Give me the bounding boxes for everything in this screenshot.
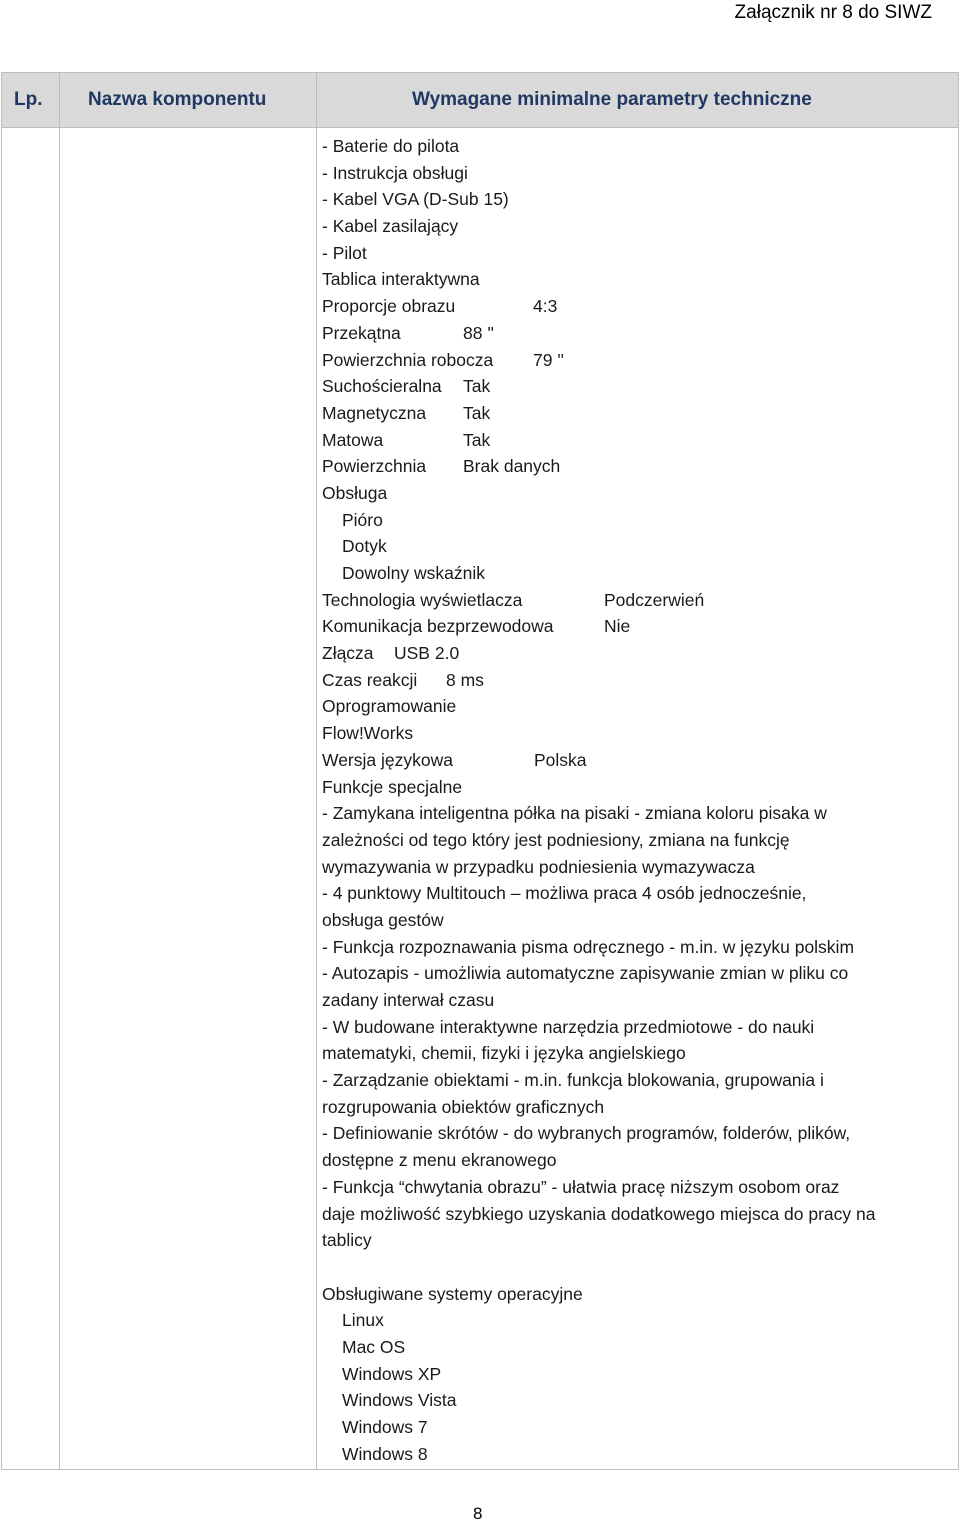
spec-line: tablicy xyxy=(322,1230,372,1251)
spec-line: Tablica interaktywna xyxy=(322,269,480,290)
spec-row xyxy=(322,400,942,427)
spec-value: Tak xyxy=(463,376,491,397)
spec-line: dostępne z menu ekranowego xyxy=(322,1150,557,1171)
os-item: Windows Vista xyxy=(342,1390,457,1411)
os-item: Windows 7 xyxy=(342,1417,428,1437)
table-header-row xyxy=(2,73,958,128)
spec-value: Polska xyxy=(534,749,587,770)
spec-label: Wersja językowa xyxy=(322,749,453,770)
spec-line: - Kabel zasilający xyxy=(322,216,459,237)
os-item: Windows 8 xyxy=(342,1443,428,1464)
spec-value: USB 2.0 xyxy=(394,643,460,664)
spec-row xyxy=(322,667,942,694)
spec-row xyxy=(322,320,942,347)
spec-row xyxy=(322,427,942,454)
spec-line: zależności od tego który jest podniesiony, zmiana na funkcję xyxy=(322,829,790,850)
spec-subitem: Pióro xyxy=(342,509,383,530)
spec-value: Tak xyxy=(463,429,491,450)
spec-line: - Pilot xyxy=(322,242,367,263)
spec-row xyxy=(322,640,942,667)
spec-value: Tak xyxy=(463,402,491,423)
spec-label: Magnetyczna xyxy=(322,402,427,423)
column-divider-lp xyxy=(59,73,60,1469)
spec-line: - Baterie do pilota xyxy=(322,136,460,156)
spec-line: - Zarządzanie obiektami - m.in. funkcja blokowania, grupowania i xyxy=(322,1070,824,1091)
spec-line: matematyki, chemii, fizyki i języka angielskiego xyxy=(322,1043,686,1064)
os-item: Windows XP xyxy=(342,1363,442,1384)
spec-line: rozgrupowania obiektów graficznych xyxy=(322,1096,605,1117)
spec-line: - Instrukcja obsługi xyxy=(322,162,468,183)
spec-line: Obsługa xyxy=(322,482,388,503)
spec-row xyxy=(322,613,942,640)
spec-line: - Definiowanie skrótów - do wybranych programów, folderów, plików, xyxy=(322,1123,851,1144)
attachment-note: Załącznik nr 8 do SIWZ xyxy=(734,2,932,23)
spec-row xyxy=(322,747,942,774)
header-component-name: Nazwa komponentu xyxy=(88,89,267,110)
requirements-cell xyxy=(322,133,942,1467)
spec-line: Obsługiwane systemy operacyjne xyxy=(322,1283,583,1304)
spec-label: Przekątna xyxy=(322,322,401,343)
requirements-table xyxy=(1,72,959,1470)
spec-row xyxy=(322,373,942,400)
spec-label: Złącza xyxy=(322,643,374,664)
header-lp: Lp. xyxy=(14,89,43,110)
spec-line: daje możliwość szybkiego uzyskania dodatkowego miejsca do pracy na xyxy=(322,1203,876,1224)
spec-label: Powierzchnia xyxy=(322,456,427,477)
spec-row xyxy=(322,293,942,320)
spec-line: Oprogramowanie xyxy=(322,696,457,717)
spec-subitem: Dowolny wskaźnik xyxy=(342,563,485,583)
os-item: Mac OS xyxy=(342,1336,406,1357)
spec-label: Czas reakcji xyxy=(322,669,418,690)
spec-row xyxy=(322,347,942,374)
column-divider-name xyxy=(316,73,317,1469)
blank-line xyxy=(322,1254,942,1281)
spec-line: Flow!Works xyxy=(322,723,414,744)
spec-line: zadany interwał czasu xyxy=(322,990,495,1010)
spec-line: - Funkcja rozpoznawania pisma odręcznego - m.in. w języku polskim xyxy=(322,936,855,957)
spec-label: Komunikacja bezprzewodowa xyxy=(322,616,554,637)
spec-line: - 4 punktowy Multitouch – możliwa praca 4 osób jednocześnie, xyxy=(322,883,807,904)
spec-line: - W budowane interaktywne narzędzia przedmiotowe - do nauki xyxy=(322,1016,815,1037)
spec-value: 4:3 xyxy=(533,296,558,317)
spec-value: Podczerwień xyxy=(604,589,705,610)
spec-line: - Zamykana inteligentna półka na pisaki - zmiana koloru pisaka w xyxy=(322,803,827,824)
page-number: 8 xyxy=(473,1504,483,1523)
spec-value: 79 '' xyxy=(533,349,565,370)
spec-line: Funkcje specjalne xyxy=(322,776,463,797)
spec-value: 8 ms xyxy=(446,669,484,690)
spec-row xyxy=(322,587,942,614)
spec-line: - Funkcja “chwytania obrazu” - ułatwia pracę niższym osobom oraz xyxy=(322,1176,840,1197)
spec-value: Nie xyxy=(604,616,631,637)
spec-label: Powierzchnia robocza xyxy=(322,349,494,370)
spec-value: 88 '' xyxy=(463,322,495,343)
spec-line: wymazywania w przypadku podniesienia wymazywacza xyxy=(322,856,755,877)
spec-label: Technologia wyświetlacza xyxy=(322,589,523,610)
os-item: Linux xyxy=(342,1310,384,1331)
spec-label: Suchościeralna xyxy=(322,376,442,397)
header-requirements: Wymagane minimalne parametry techniczne xyxy=(412,89,812,110)
spec-line: - Autozapis - umożliwia automatyczne zapisywanie zmian w pliku co xyxy=(322,963,849,984)
spec-row xyxy=(322,453,942,480)
spec-value: Brak danych xyxy=(463,456,561,477)
spec-line: obsługa gestów xyxy=(322,909,444,930)
spec-subitem: Dotyk xyxy=(342,536,387,557)
spec-label: Proporcje obrazu xyxy=(322,296,456,317)
spec-line: - Kabel VGA (D-Sub 15) xyxy=(322,189,509,210)
spec-label: Matowa xyxy=(322,429,384,450)
